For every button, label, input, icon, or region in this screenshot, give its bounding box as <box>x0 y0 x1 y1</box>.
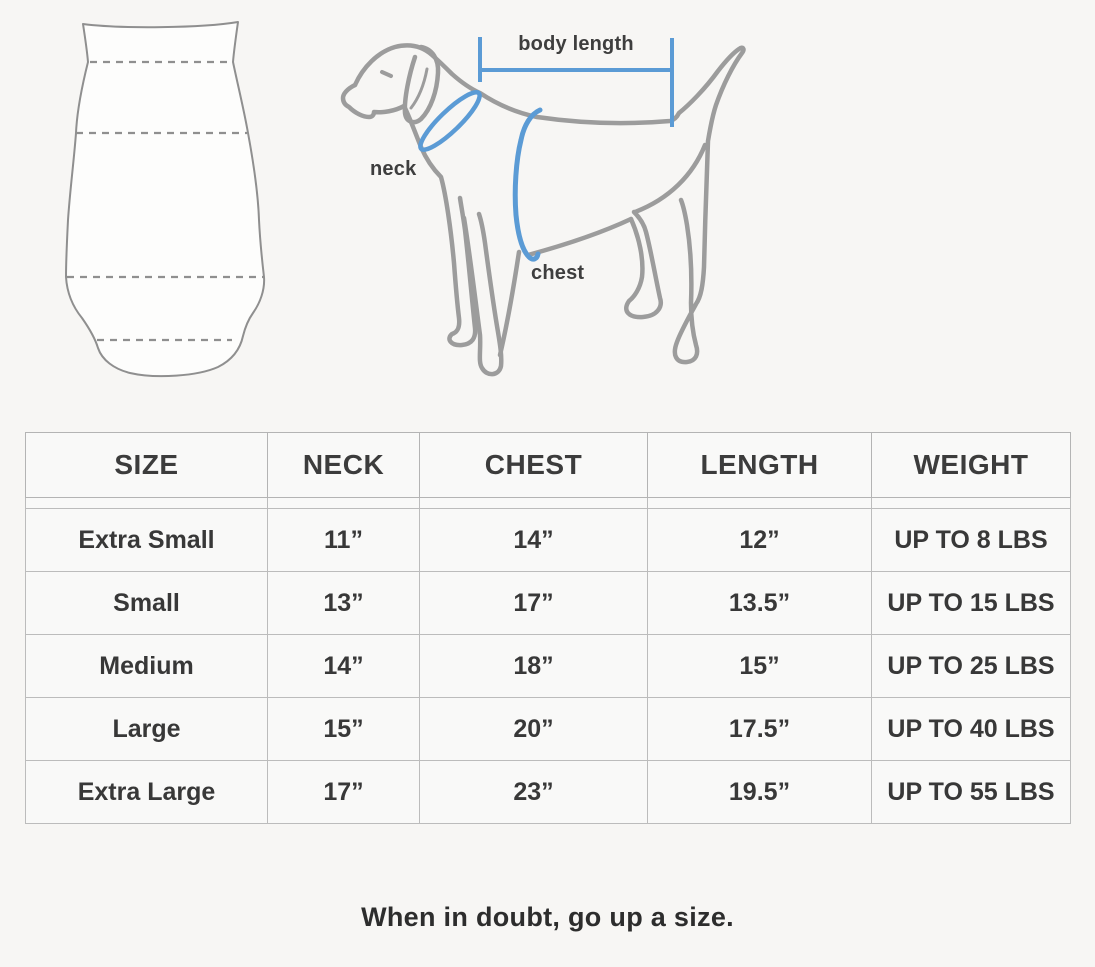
cell-weight: UP TO 8 LBS <box>872 509 1071 572</box>
cell-chest: 18” <box>420 635 648 698</box>
cell-chest: 20” <box>420 698 648 761</box>
cell-length: 19.5” <box>648 761 872 824</box>
column-header-length: LENGTH <box>648 433 872 498</box>
sizing-advice-caption: When in doubt, go up a size. <box>361 902 734 932</box>
cell-size: Large <box>26 698 268 761</box>
table-row-extra-large <box>26 761 1071 824</box>
neck-label: neck <box>370 158 417 180</box>
cell-neck: 17” <box>268 761 420 824</box>
cell-neck: 13” <box>268 572 420 635</box>
cell-weight: UP TO 40 LBS <box>872 698 1071 761</box>
dog-back-and-tail <box>355 45 743 362</box>
cell-size: Medium <box>26 635 268 698</box>
table-row-small <box>26 572 1071 635</box>
column-header-neck: NECK <box>268 433 420 498</box>
dog-head-front-and-leg <box>343 85 475 345</box>
table-row-extra-small <box>26 509 1071 572</box>
neck-measure-ring <box>414 86 485 156</box>
column-header-chest: CHEST <box>420 433 648 498</box>
table-row-large <box>26 698 1071 761</box>
dog-near-hind-leg <box>626 212 661 317</box>
dog-thigh-line <box>635 145 705 212</box>
chest-measure-line <box>515 110 540 259</box>
chest-label: chest <box>531 262 585 284</box>
cell-size: Small <box>26 572 268 635</box>
header-divider-row <box>26 498 1071 509</box>
sweater-outline-figure <box>52 10 272 390</box>
size-chart-table <box>25 432 1071 824</box>
cell-chest: 17” <box>420 572 648 635</box>
sweater-outline-icon <box>66 22 264 376</box>
cell-length: 15” <box>648 635 872 698</box>
cell-length: 13.5” <box>648 572 872 635</box>
dog-ear-inner-line <box>411 69 427 108</box>
cell-length: 17.5” <box>648 698 872 761</box>
cell-size: Extra Small <box>26 509 268 572</box>
cell-weight: UP TO 55 LBS <box>872 761 1071 824</box>
cell-neck: 11” <box>268 509 420 572</box>
table-row-medium <box>26 635 1071 698</box>
dog-front-leg-back-edge <box>500 252 519 355</box>
cell-weight: UP TO 25 LBS <box>872 635 1071 698</box>
dog-illustration <box>343 45 743 374</box>
cell-size: Extra Large <box>26 761 268 824</box>
dog-belly-line <box>528 219 631 255</box>
cell-weight: UP TO 15 LBS <box>872 572 1071 635</box>
cell-chest: 14” <box>420 509 648 572</box>
column-header-weight: WEIGHT <box>872 433 1071 498</box>
cell-neck: 15” <box>268 698 420 761</box>
cell-length: 12” <box>648 509 872 572</box>
body-length-label: body length <box>518 33 634 55</box>
dog-eye <box>382 72 391 76</box>
column-header-size: SIZE <box>26 433 268 498</box>
cell-neck: 14” <box>268 635 420 698</box>
header-row <box>26 433 1071 498</box>
dog-measurement-figure <box>333 5 763 390</box>
cell-chest: 23” <box>420 761 648 824</box>
